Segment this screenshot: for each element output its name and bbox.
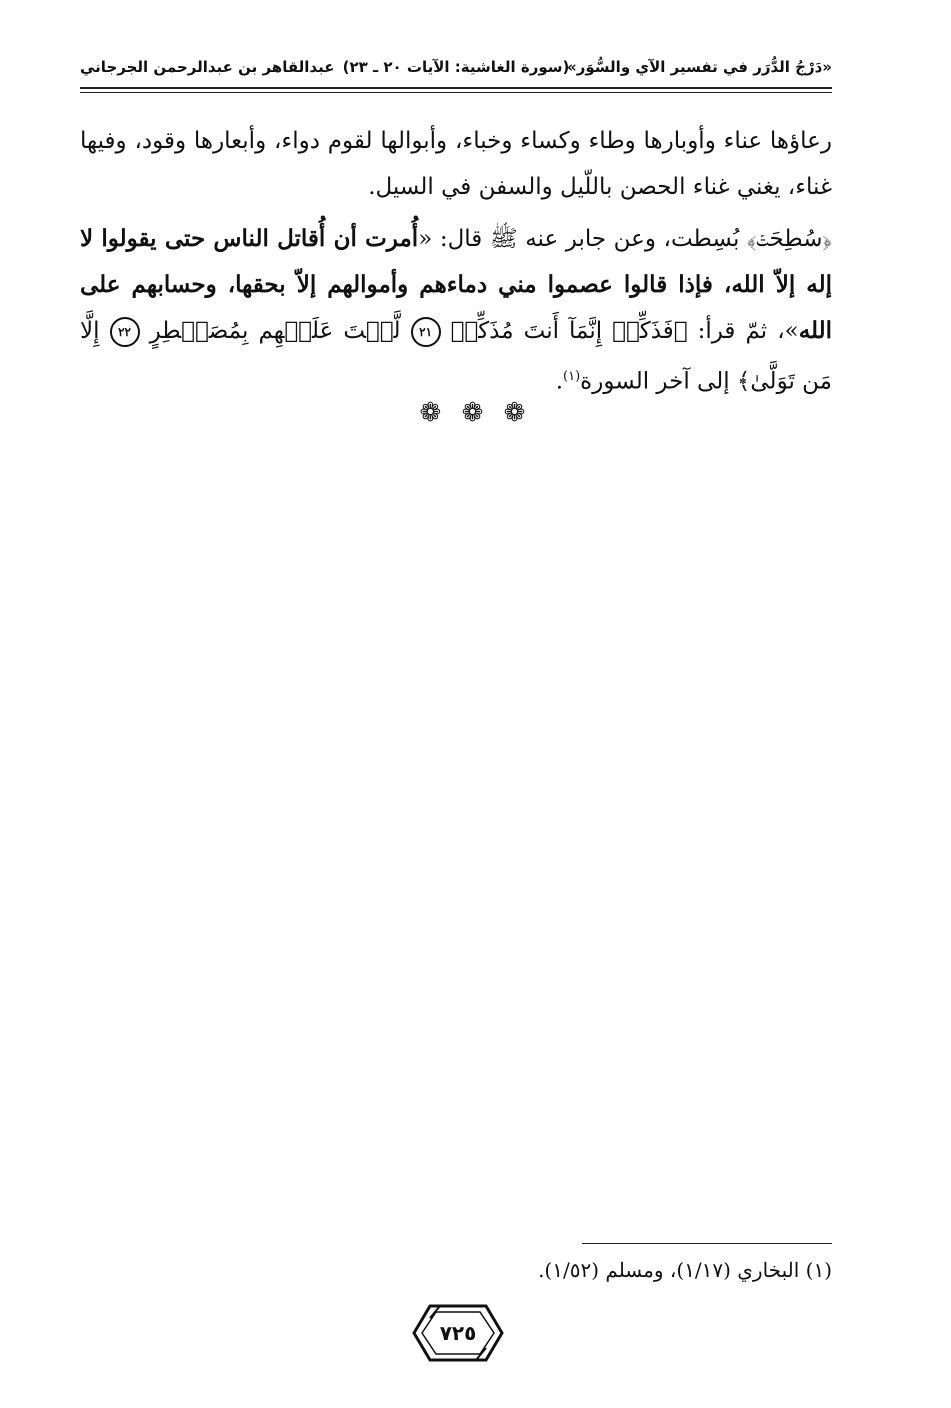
paragraph-2-end: .	[555, 368, 564, 395]
quran-verse-21: »، ثمّ قرأ: ﴿فَذَكِّرۡ إِنَّمَآ أَنتَ مُذَكِّرٞ	[450, 318, 799, 344]
page-number: ٧٢٥	[439, 1321, 477, 1345]
hadith-text: أُمرت أن أُقاتل الناس حتى يقولوا لا إله إلاّ الله، فإذا قالوا عصموا مني دماءهم وأموالهم إلاّ بحقها، وحسابهم على الله	[80, 225, 833, 344]
header-rule-thin	[80, 92, 832, 93]
footnote-rule	[582, 1243, 832, 1244]
paragraph-2-intro: ﴿سُطِحَتۡ﴾ بُسِطت، وعن جابر عنه ﷺ قال: «	[418, 226, 832, 252]
footnote-ref: (١)	[563, 369, 581, 384]
section-ornament: ❁ ❁ ❁	[419, 398, 532, 428]
footnote: (١) البخاري (١/١٧)، ومسلم (١/٥٢).	[538, 1258, 832, 1282]
verse-number-22: ٢٢	[110, 317, 140, 347]
paragraph-2	[80, 216, 832, 405]
verse-number-21: ٢١	[411, 317, 441, 347]
surah-info: (سورة الغاشية: الآيات ٢٠ ـ ٢٣)	[342, 58, 570, 76]
body-text	[80, 118, 832, 405]
quran-verse-22: لَّسۡتَ عَلَيۡهِم بِمُصَيۡطِرٍ	[149, 318, 401, 344]
book-title: «دَرْجُ الدُّرَر في تفسير الآي والسُّوَر»	[567, 58, 832, 76]
author-name: عبدالقاهر بن عبدالرحمن الجرجاني	[80, 58, 335, 76]
quran-verse-23: إِلَّا مَن تَوَلَّىٰ﴾ إلى آخر السورة	[80, 318, 832, 395]
paragraph-1: رعاؤها عناء وأوبارها وطاء وكساء وخباء، وأبوالها لقوم دواء، وأبعارها وقود، وفيها غناء، يغني غناء الحصن باللّيل والسفن في السيل.	[80, 128, 832, 200]
page-number-badge	[410, 1302, 506, 1364]
header-rule	[80, 87, 832, 89]
running-header	[80, 58, 832, 84]
